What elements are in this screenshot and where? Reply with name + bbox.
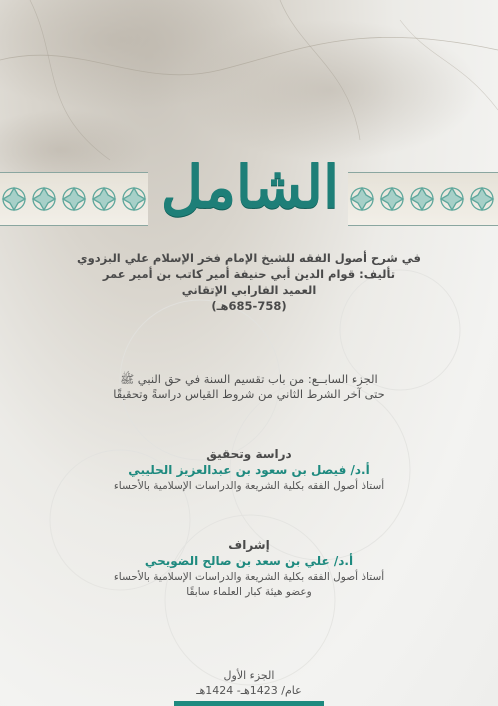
- supervisor-name: أ.د/ علي بن سعد بن صالح الضويحي: [144, 554, 354, 568]
- supervision-label: إشراف: [228, 538, 270, 552]
- subtitle-line: في شرح أصول الفقه للشيخ الإمام فخر الإسلام علي البزدوي: [77, 251, 421, 265]
- author-dates: (685-758هـ): [211, 299, 287, 313]
- supervisor-role-2: وعضو هيئة كبار العلماء سابقًا: [186, 586, 312, 598]
- bottom-accent-bar: [174, 701, 324, 706]
- ornament-band-left: [0, 172, 148, 226]
- supervision-section: [40, 537, 458, 600]
- year-label: عام/ 1423هـ- 1424هـ: [196, 684, 302, 697]
- author-line: تأليف: قوام الدين أبي حنيفة أمير كاتب بن أمير عمر: [102, 267, 396, 281]
- cover-footer: [40, 668, 458, 698]
- author-nisba-line: العميد الفارابي الإتقاني: [181, 283, 317, 297]
- part-line-1: الجزء السابــع: من باب تقسيم السنة في حق النبي ﷺ: [120, 372, 378, 386]
- editor-role: أستاذ أصول الفقه بكلية الشريعة والدراسات الإسلامية بالأحساء: [113, 480, 385, 492]
- study-section: [40, 446, 458, 494]
- geometric-ornament-icon: [0, 173, 148, 225]
- book-title-calligraphy: [150, 150, 350, 240]
- ornament-band-right: [348, 172, 498, 226]
- geometric-ornament-icon: [348, 173, 498, 225]
- part-description: [40, 372, 458, 402]
- book-title: الشامل: [160, 153, 340, 221]
- part-line-2: حتى آخر الشرط الثاني من شروط القياس دراسةً وتحقيقًا: [113, 387, 385, 401]
- editor-name: أ.د/ فيصل بن سعود بن عبدالعزيز الحليبي: [128, 463, 370, 477]
- volume-label: الجزء الأول: [223, 669, 275, 682]
- supervisor-role: أستاذ أصول الفقه بكلية الشريعة والدراسات الإسلامية بالأحساء: [113, 571, 385, 583]
- book-subtitle: [40, 250, 458, 314]
- study-label: دراسة وتحقيق: [206, 447, 292, 461]
